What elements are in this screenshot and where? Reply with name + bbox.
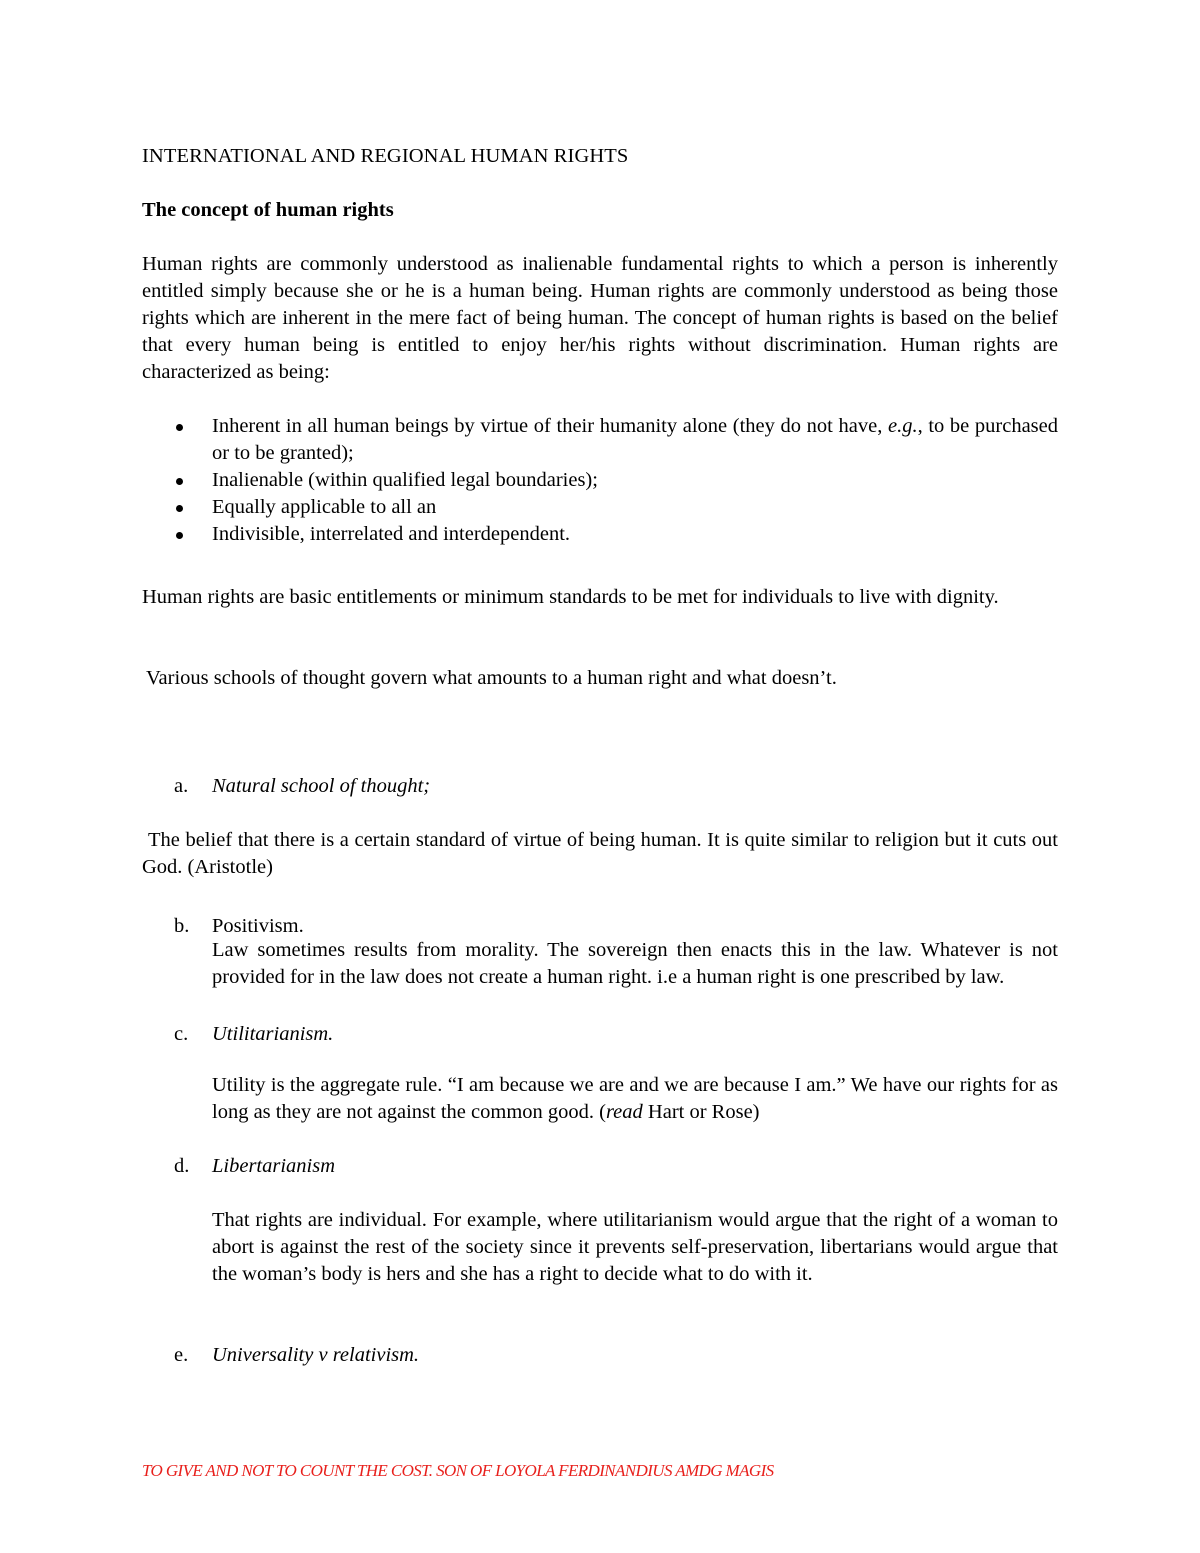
- bullet-text: Inalienable (within qualified legal boundaries);: [212, 469, 598, 491]
- page-footer: TO GIVE AND NOT TO COUNT THE COST. SON OF LOYOLA FERDINANDIUS AMDG MAGIS: [142, 1461, 774, 1480]
- body-text-before: Utility is the aggregate rule. “I am because we are and we are because I am.” We have our rights for as long as they are not against the common good. (: [212, 1074, 1058, 1123]
- intro-paragraph: Human rights are commonly understood as inalienable fundamental rights to which a person is inherently entitled simply because she or he is a human being. Human rights are commonly understood as being those rights which are inherent in the mere fact of being human. The concept of human rights is based on the belief that every human being is entitled to enjoy her/his rights without discrimination. Human rights are characterized as being:: [142, 253, 1058, 383]
- body-text-after: Hart or Rose): [642, 1101, 760, 1123]
- item-label: Libertarianism: [212, 1155, 336, 1177]
- item-marker: a.: [174, 775, 189, 797]
- bullet-icon: [176, 478, 183, 485]
- document-title: INTERNATIONAL AND REGIONAL HUMAN RIGHTS: [142, 145, 629, 167]
- bullet-icon: [176, 532, 183, 539]
- item-marker: c.: [174, 1023, 189, 1045]
- bullet-text: Equally applicable to all an: [212, 496, 437, 518]
- entitlements-paragraph: Human rights are basic entitlements or minimum standards to be met for individuals to live with dignity.: [142, 586, 999, 608]
- positivism-body: Law sometimes results from morality. The sovereign then enacts this in the law. Whatever is not provided for in the law does not create a human right. i.e a human right is one prescribed by law.: [212, 939, 1058, 988]
- item-marker: d.: [174, 1155, 190, 1177]
- schools-paragraph: Various schools of thought govern what amounts to a human right and what doesn’t.: [146, 667, 837, 689]
- body-text-italic: read: [605, 1101, 643, 1123]
- item-label: Positivism.: [212, 915, 304, 937]
- utilitarianism-body: [212, 1072, 1058, 1126]
- item-marker: e.: [174, 1344, 189, 1366]
- list-item: [142, 494, 1058, 521]
- bullet-icon: [176, 505, 183, 512]
- item-label: Utilitarianism.: [212, 1023, 334, 1045]
- bullet-text-italic: e.g.: [887, 415, 918, 437]
- bullet-text: Indivisible, interrelated and interdependent.: [212, 523, 571, 545]
- list-item: [142, 413, 1058, 467]
- characteristics-list: [142, 413, 1058, 548]
- bullet-text-after: , to be purchased or to be granted);: [212, 415, 1058, 464]
- section-heading: The concept of human rights: [142, 199, 394, 221]
- item-label: Universality v relativism.: [212, 1344, 420, 1366]
- bullet-text-before: Inherent in all human beings by virtue of their humanity alone (they do not have,: [212, 415, 888, 437]
- item-label: Natural school of thought;: [212, 775, 431, 797]
- list-item: [142, 467, 1058, 494]
- item-marker: b.: [174, 915, 190, 937]
- libertarianism-body: That rights are individual. For example, where utilitarianism would argue that the right of a woman to abort is against the rest of the society since it prevents self-preservation, libertarians would argue that the woman’s body is hers and she has a right to decide what to do with it.: [212, 1209, 1058, 1285]
- list-item: [142, 521, 1058, 548]
- bullet-icon: [176, 424, 183, 431]
- natural-school-body: The belief that there is a certain standard of virtue of being human. It is quite similar to religion but it cuts out God. (Aristotle): [142, 829, 1058, 878]
